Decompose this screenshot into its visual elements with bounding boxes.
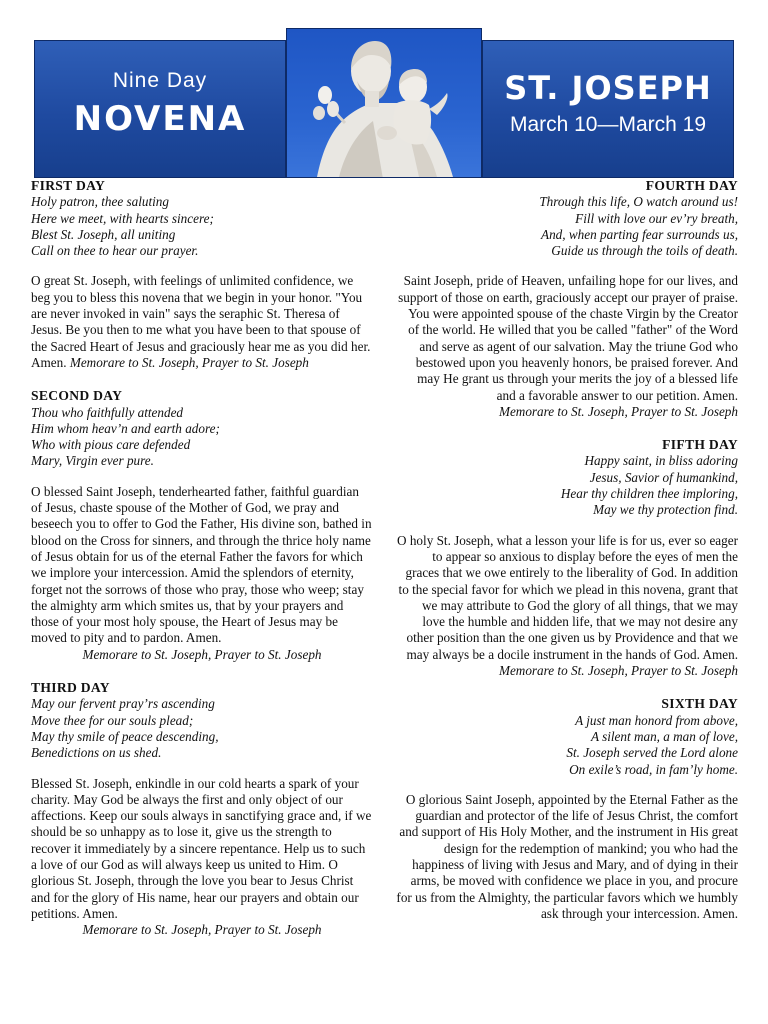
day-title: FIRST DAY [31, 178, 106, 193]
prayer-text: Blessed St. Joseph, enkindle in our cold hearts a spark of your charity. May God be always the first and only object of our affections. Keep our souls always in sanctifying grace and, if we should be so unhappy as to lose it, give us the strength to recover it immediately by a sincere repentance. Help us to such a love of our God as will always keep us united to Him. O glorious St. Joseph, through the love you bear to Jesus Christ and for the glory of His name, hear our prayers and obtain our petitions. Amen. [31, 775, 372, 921]
prayer-body: O great St. Joseph, with feelings of unlimited confidence, we beg you to bless this novena that we begin in your honor. "You are never invoked in vain" says the seraphic St. Theresa of Jesus. Be you then to me what you have been to that spouse of the Sacred Heart of Jesus and graciously hear me as you did her. Amen. [31, 273, 371, 370]
poem [396, 713, 738, 778]
closing-prayers: Memorare to St. Joseph, Prayer to St. Joseph [69, 354, 309, 370]
poem-line: Mary, Virgin ever pure. [31, 453, 154, 469]
header-title-st-joseph: ST. JOSEPH [504, 69, 712, 107]
right-column [396, 178, 738, 939]
closing-prayers: Memorare to St. Joseph, Prayer to St. Joseph [498, 663, 738, 679]
poem-line: May our fervent pray’rs ascending [31, 696, 215, 712]
poem [396, 453, 738, 518]
poem-line: St. Joseph served the Lord alone [566, 745, 738, 761]
day-title: THIRD DAY [31, 680, 110, 696]
poem-line: Benedictions on us shed. [31, 745, 162, 761]
header-subtitle: Nine Day [112, 69, 208, 92]
sixth-day-section [396, 696, 738, 922]
poem-line: Move thee for our souls plead; [31, 712, 194, 728]
closing-prayers: Memorare to St. Joseph, Prayer to St. Joseph [82, 922, 322, 938]
poem [31, 405, 373, 470]
poem-line: Thou who faithfully attended [31, 404, 184, 420]
poem-line: Fill with love our ev’ry breath, [575, 210, 738, 226]
poem-line: A just man honord from above, [575, 712, 738, 728]
poem-line: On exile’s road, in fam’ly home. [569, 761, 738, 777]
header-title-novena: NOVENA [73, 99, 247, 139]
poem-line: Who with pious care defended [31, 437, 191, 453]
poem-line: May we thy protection find. [593, 502, 738, 518]
left-column [31, 178, 373, 955]
prayer-text: O holy St. Joseph, what a lesson your life is for us, ever so eager to appear so anxious to display before the eyes of men the graces that we owe entirely to the liberality of God. In addition to the special favor for which we plead in this novena, grant that we may attribute to God the glory of all things, that we may love the humble and hidden life, that we may not desire any other position than the one given us by Providence and that we may always be a docile instrument in the hands of God. Amen. [397, 532, 738, 662]
prayer-text: O blessed Saint Joseph, tenderhearted father, faithful guardian of Jesus, chaste spouse of the Mother of God, we pray and beseech you to offer to God the Father, His divine son, bathed in blood on the Cross for sinners, and through the thrice holy name of Jesus obtain for us of the eternal Father the favors for which we implore your intercession. Amid the splendors of eternity, forget not the sorrows of those who pray, those who weep; stay the almighty arm which smites us, that by your prayers and those of your most holy spouse, the Heart of Jesus may be moved to pity and to pardon. Amen. [31, 483, 372, 646]
poem-line: Happy saint, in bliss adoring [584, 453, 738, 469]
poem-line: A silent man, a man of love, [590, 728, 738, 744]
second-day-section [31, 388, 373, 663]
day-title: SIXTH DAY [661, 696, 738, 712]
poem-line: And, when parting fear surrounds us, [541, 226, 738, 242]
header-banner-left [34, 40, 286, 178]
poem-line: Hear thy children thee imploring, [560, 486, 738, 502]
poem-line: Him whom heav’n and earth adore; [31, 420, 220, 436]
poem-line: Guide us through the toils of death. [551, 243, 738, 259]
fifth-day-section [396, 437, 738, 679]
poem-line: Through this life, O watch around us! [539, 194, 738, 210]
poem-line: Call on thee to hear our prayer. [31, 243, 199, 259]
third-day-section [31, 680, 373, 938]
statue-photo [286, 28, 482, 178]
header-banner-right [482, 40, 734, 178]
prayer-text: Saint Joseph, pride of Heaven, unfailing hope for our lives, and support of those on earth, graciously accept our prayer of praise. You were appointed spouse of the chaste Virgin by the Creator of the world. He willed that you be called "father" of the Word and serve as agent of our salvation. May the triune God who bestowed upon you heavenly honors, be praised forever. And may He grant us through your merits the joy of a blessed life and a favorable answer to our petition. Amen. [398, 273, 738, 403]
fourth-day-section [396, 178, 738, 420]
poem [31, 696, 373, 761]
poem-line: Here we meet, with hearts sincere; [31, 210, 214, 226]
header-date-range: March 10—March 19 [509, 113, 707, 136]
day-title: SECOND DAY [31, 388, 123, 404]
st-joseph-statue-image [287, 29, 481, 177]
day-title: FIFTH DAY [662, 437, 738, 453]
day-title: FOURTH DAY [645, 178, 738, 193]
poem-line: Blest St. Joseph, all uniting [31, 226, 176, 242]
poem [396, 194, 738, 259]
poem-line: Jesus, Savior of humankind, [589, 469, 738, 485]
prayer-text: O glorious Saint Joseph, appointed by the Eternal Father as the guardian and protector of the life of Jesus Christ, the comfort and support of His Holy Mother, and the instrument in His great design for the redemption of mankind; you who had the happiness of living with Jesus and Mary, and of dying in their arms, be moved with confidence we place in you, and procure for us from the Almighty, the particular favors which we humbly ask through your intercession. Amen. [396, 791, 738, 921]
first-day-section [31, 178, 373, 371]
poem-line: Holy patron, thee saluting [31, 194, 169, 210]
poem [31, 194, 373, 259]
poem-line: May thy smile of peace descending, [31, 728, 219, 744]
closing-prayers: Memorare to St. Joseph, Prayer to St. Joseph [82, 646, 322, 662]
closing-prayers: Memorare to St. Joseph, Prayer to St. Joseph [498, 403, 738, 419]
prayer-text [31, 273, 373, 371]
